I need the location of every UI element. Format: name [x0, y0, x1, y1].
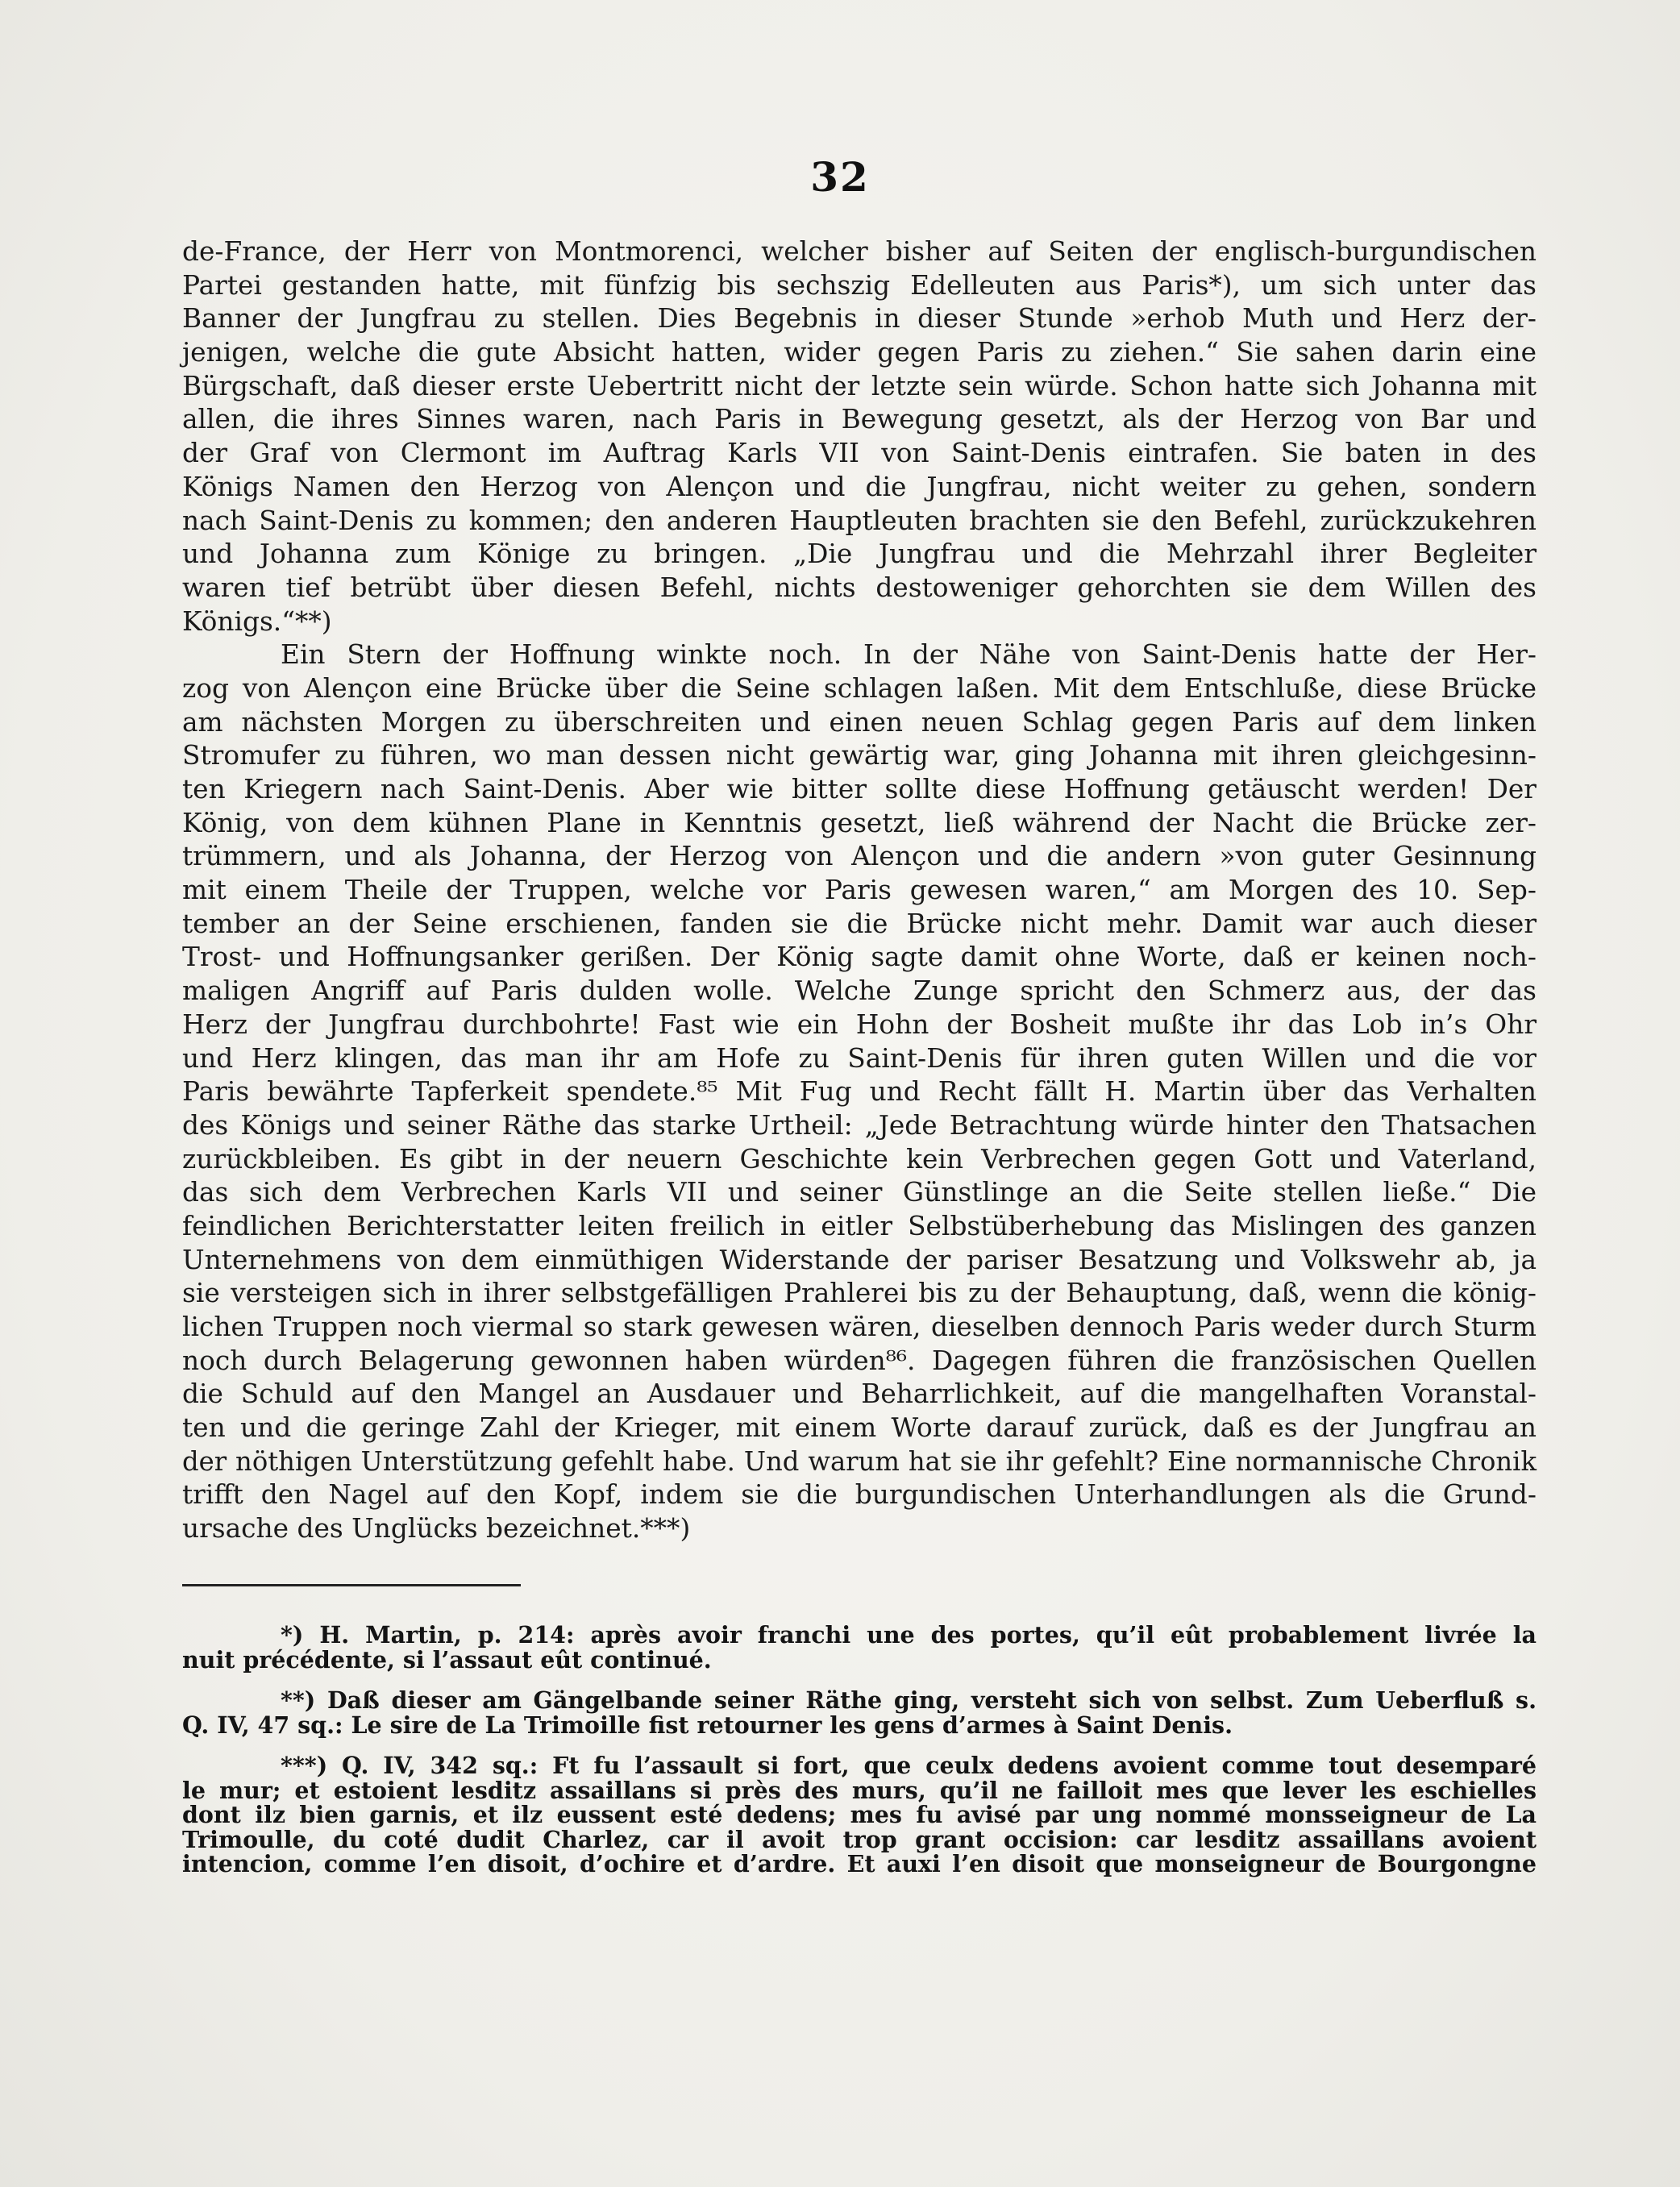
footnote-line: intencion, comme l’en disoit, d’ochire et d’ardre. Et auxi l’en disoit que monseigneur de Bourgongne [182, 1850, 1537, 1877]
footnote-1 [182, 1623, 1537, 1672]
text-line: waren tief betrübt über diesen Befehl, nichts destoweniger gehorchten sie dem Willen des [182, 572, 1537, 603]
text-line: noch durch Belagerung gewonnen haben würden⁸⁶. Dagegen führen die französischen Quellen [182, 1345, 1537, 1376]
text-line: der Graf von Clermont im Auftrag Karls VII von Saint-Denis eintrafen. Sie baten in des [182, 438, 1537, 469]
text-line: König, von dem kühnen Plane in Kenntnis gesetzt, ließ während der Nacht die Brücke zer- [182, 807, 1537, 838]
text-line: am nächsten Morgen zu überschreiten und einen neuen Schlag gegen Paris auf dem linken [182, 706, 1537, 738]
text-line: Unternehmens von dem einmüthigen Widerstande der pariser Besatzung und Volkswehr ab, ja [182, 1244, 1537, 1275]
text-line: ursache des Unglücks bezeichnet.***) [182, 1513, 691, 1545]
footnote-2 [182, 1688, 1537, 1737]
footnotes [182, 1623, 1537, 1877]
text-line: zurückbleiben. Es gibt in der neuern Geschichte kein Verbrechen gegen Gott und Vaterland, [182, 1143, 1537, 1175]
text-line: das sich dem Verbrechen Karls VII und seiner Günstlinge an die Seite stellen ließe.“ Die [182, 1177, 1537, 1208]
page-number: 32 [810, 153, 870, 201]
footnote-line: Trimoulle, du coté dudit Charlez, car il avoit trop grant occision: car lesditz assaillans avoient [182, 1825, 1537, 1853]
text-line: Banner der Jungfrau zu stellen. Dies Begebnis in dieser Stunde »erhob Muth und Herz der- [182, 303, 1537, 335]
text-line: und Herz klingen, das man ihr am Hofe zu Saint-Denis für ihren guten Willen und die vor [182, 1042, 1537, 1074]
text-line: sie versteigen sich in ihrer selbstgefälligen Prahlerei bis zu der Behauptung, daß, wenn die könig- [182, 1278, 1537, 1309]
footnote-line: dont ilz bien garnis, et ilz eussent esté dedens; mes fu avisé par ung nommé monsseigneur de La [182, 1801, 1537, 1828]
text-line: lichen Truppen noch viermal so stark gewesen wären, dieselben dennoch Paris weder durch Sturm [182, 1312, 1537, 1342]
body-text [182, 235, 1537, 1546]
text-line: ten und die geringe Zahl der Krieger, mit einem Worte darauf zurück, daß es der Jungfrau an [182, 1412, 1537, 1444]
text-line: maligen Angriff auf Paris dulden wolle. Welche Zunge spricht den Schmerz aus, der das [182, 975, 1537, 1007]
text-line: zog von Alençon eine Brücke über die Seine schlagen laßen. Mit dem Entschluße, diese Brücke [182, 672, 1537, 704]
text-line: Herz der Jungfrau durchbohrte! Fast wie ein Hohn der Bosheit mußte ihr das Lob in’s Ohr [182, 1008, 1537, 1040]
text-line: Paris bewährte Tapferkeit spendete.⁸⁵ Mit Fug und Recht fällt H. Martin über das Verhalten [182, 1076, 1537, 1108]
text-line: feindlichen Berichterstatter leiten freilich in eitler Selbstüberhebung das Mislingen des ganzen [182, 1210, 1537, 1241]
text-line: mit einem Theile der Truppen, welche vor Paris gewesen waren,“ am Morgen des 10. Sep- [182, 875, 1537, 906]
footnote-3 [182, 1753, 1537, 1877]
footnote-line: ***) Q. IV, 342 sq.: Ft fu l’assault si fort, que ceulx dedens avoient comme tout desemparé [281, 1752, 1537, 1779]
text-line: trifft den Nagel auf den Kopf, indem sie die burgundischen Unterhandlungen als die Grund- [182, 1479, 1537, 1511]
text-line: der nöthigen Unterstützung gefehlt habe. Und warum hat sie ihr gefehlt? Eine normannische Chronik [182, 1445, 1537, 1477]
footnote-gap [182, 1737, 1537, 1753]
text-line: de-France, der Herr von Montmorenci, welcher bisher auf Seiten der englisch-burgundischen [182, 236, 1537, 267]
text-line: des Königs und seiner Räthe das starke Urtheil: „Jede Betrachtung würde hinter den Thatsachen [182, 1109, 1537, 1141]
text-line: tember an der Seine erschienen, fanden sie die Brücke nicht mehr. Damit war auch dieser [182, 908, 1537, 939]
footnote-line: Q. IV, 47 sq.: Le sire de La Trimoille fist retourner les gens d’armes à Saint Denis. [182, 1711, 1233, 1739]
footnote-gap [182, 1672, 1537, 1688]
text-line: Trost- und Hoffnungsanker gerißen. Der König sagte damit ohne Worte, daß er keinen noch- [182, 942, 1537, 973]
text-line: trümmern, und als Johanna, der Herzog von Alençon und die andern »von guter Gesinnung [182, 841, 1537, 872]
footnote-line: **) Daß dieser am Gängelbande seiner Räthe ging, versteht sich von selbst. Zum Ueberfluß s. [281, 1686, 1537, 1714]
text-line: nach Saint-Denis zu kommen; den anderen Hauptleuten brachten sie den Befehl, zurückzukehren [182, 505, 1537, 536]
text-line: Stromufer zu führen, wo man dessen nicht gewärtig war, ging Johanna mit ihren gleichgesinn- [182, 740, 1537, 771]
text-line: Ein Stern der Hoffnung winkte noch. In der Nähe von Saint-Denis hatte der Her- [281, 639, 1537, 671]
footnote-line: nuit précédente, si l’assaut eût continué. [182, 1645, 712, 1674]
text-line: jenigen, welche die gute Absicht hatten, wider gegen Paris zu ziehen.“ Sie sahen darin eine [182, 337, 1537, 368]
footnote-line: le mur; et estoient lesditz assaillans si près des murs, qu’il ne failloit mes que lever les eschielles [182, 1776, 1537, 1804]
text-line: Königs Namen den Herzog von Alençon und die Jungfrau, nicht weiter zu gehen, sondern [182, 471, 1537, 502]
text-line: Bürgschaft, daß dieser erste Uebertritt nicht der letzte sein würde. Schon hatte sich Johanna mit [182, 370, 1537, 401]
footnote-divider [182, 1584, 521, 1586]
text-line: Königs.“**) [182, 605, 332, 637]
text-line: ten Kriegern nach Saint-Denis. Aber wie bitter sollte diese Hoffnung getäuscht werden! Der [182, 774, 1537, 805]
footnote-line: *) H. Martin, p. 214: après avoir franchi une des portes, qu’il eût probablement livrée la [281, 1621, 1537, 1649]
text-line: und Johanna zum Könige zu bringen. „Die Jungfrau und die Mehrzahl ihrer Begleiter [182, 538, 1537, 570]
text-line: Partei gestanden hatte, mit fünfzig bis sechszig Edelleuten aus Paris*), um sich unter das [182, 269, 1537, 301]
text-line: allen, die ihres Sinnes waren, nach Paris in Bewegung gesetzt, als der Herzog von Bar und [182, 404, 1537, 435]
text-line: die Schuld auf den Mangel an Ausdauer und Beharrlichkeit, auf die mangelhaften Voranstal- [182, 1378, 1537, 1410]
